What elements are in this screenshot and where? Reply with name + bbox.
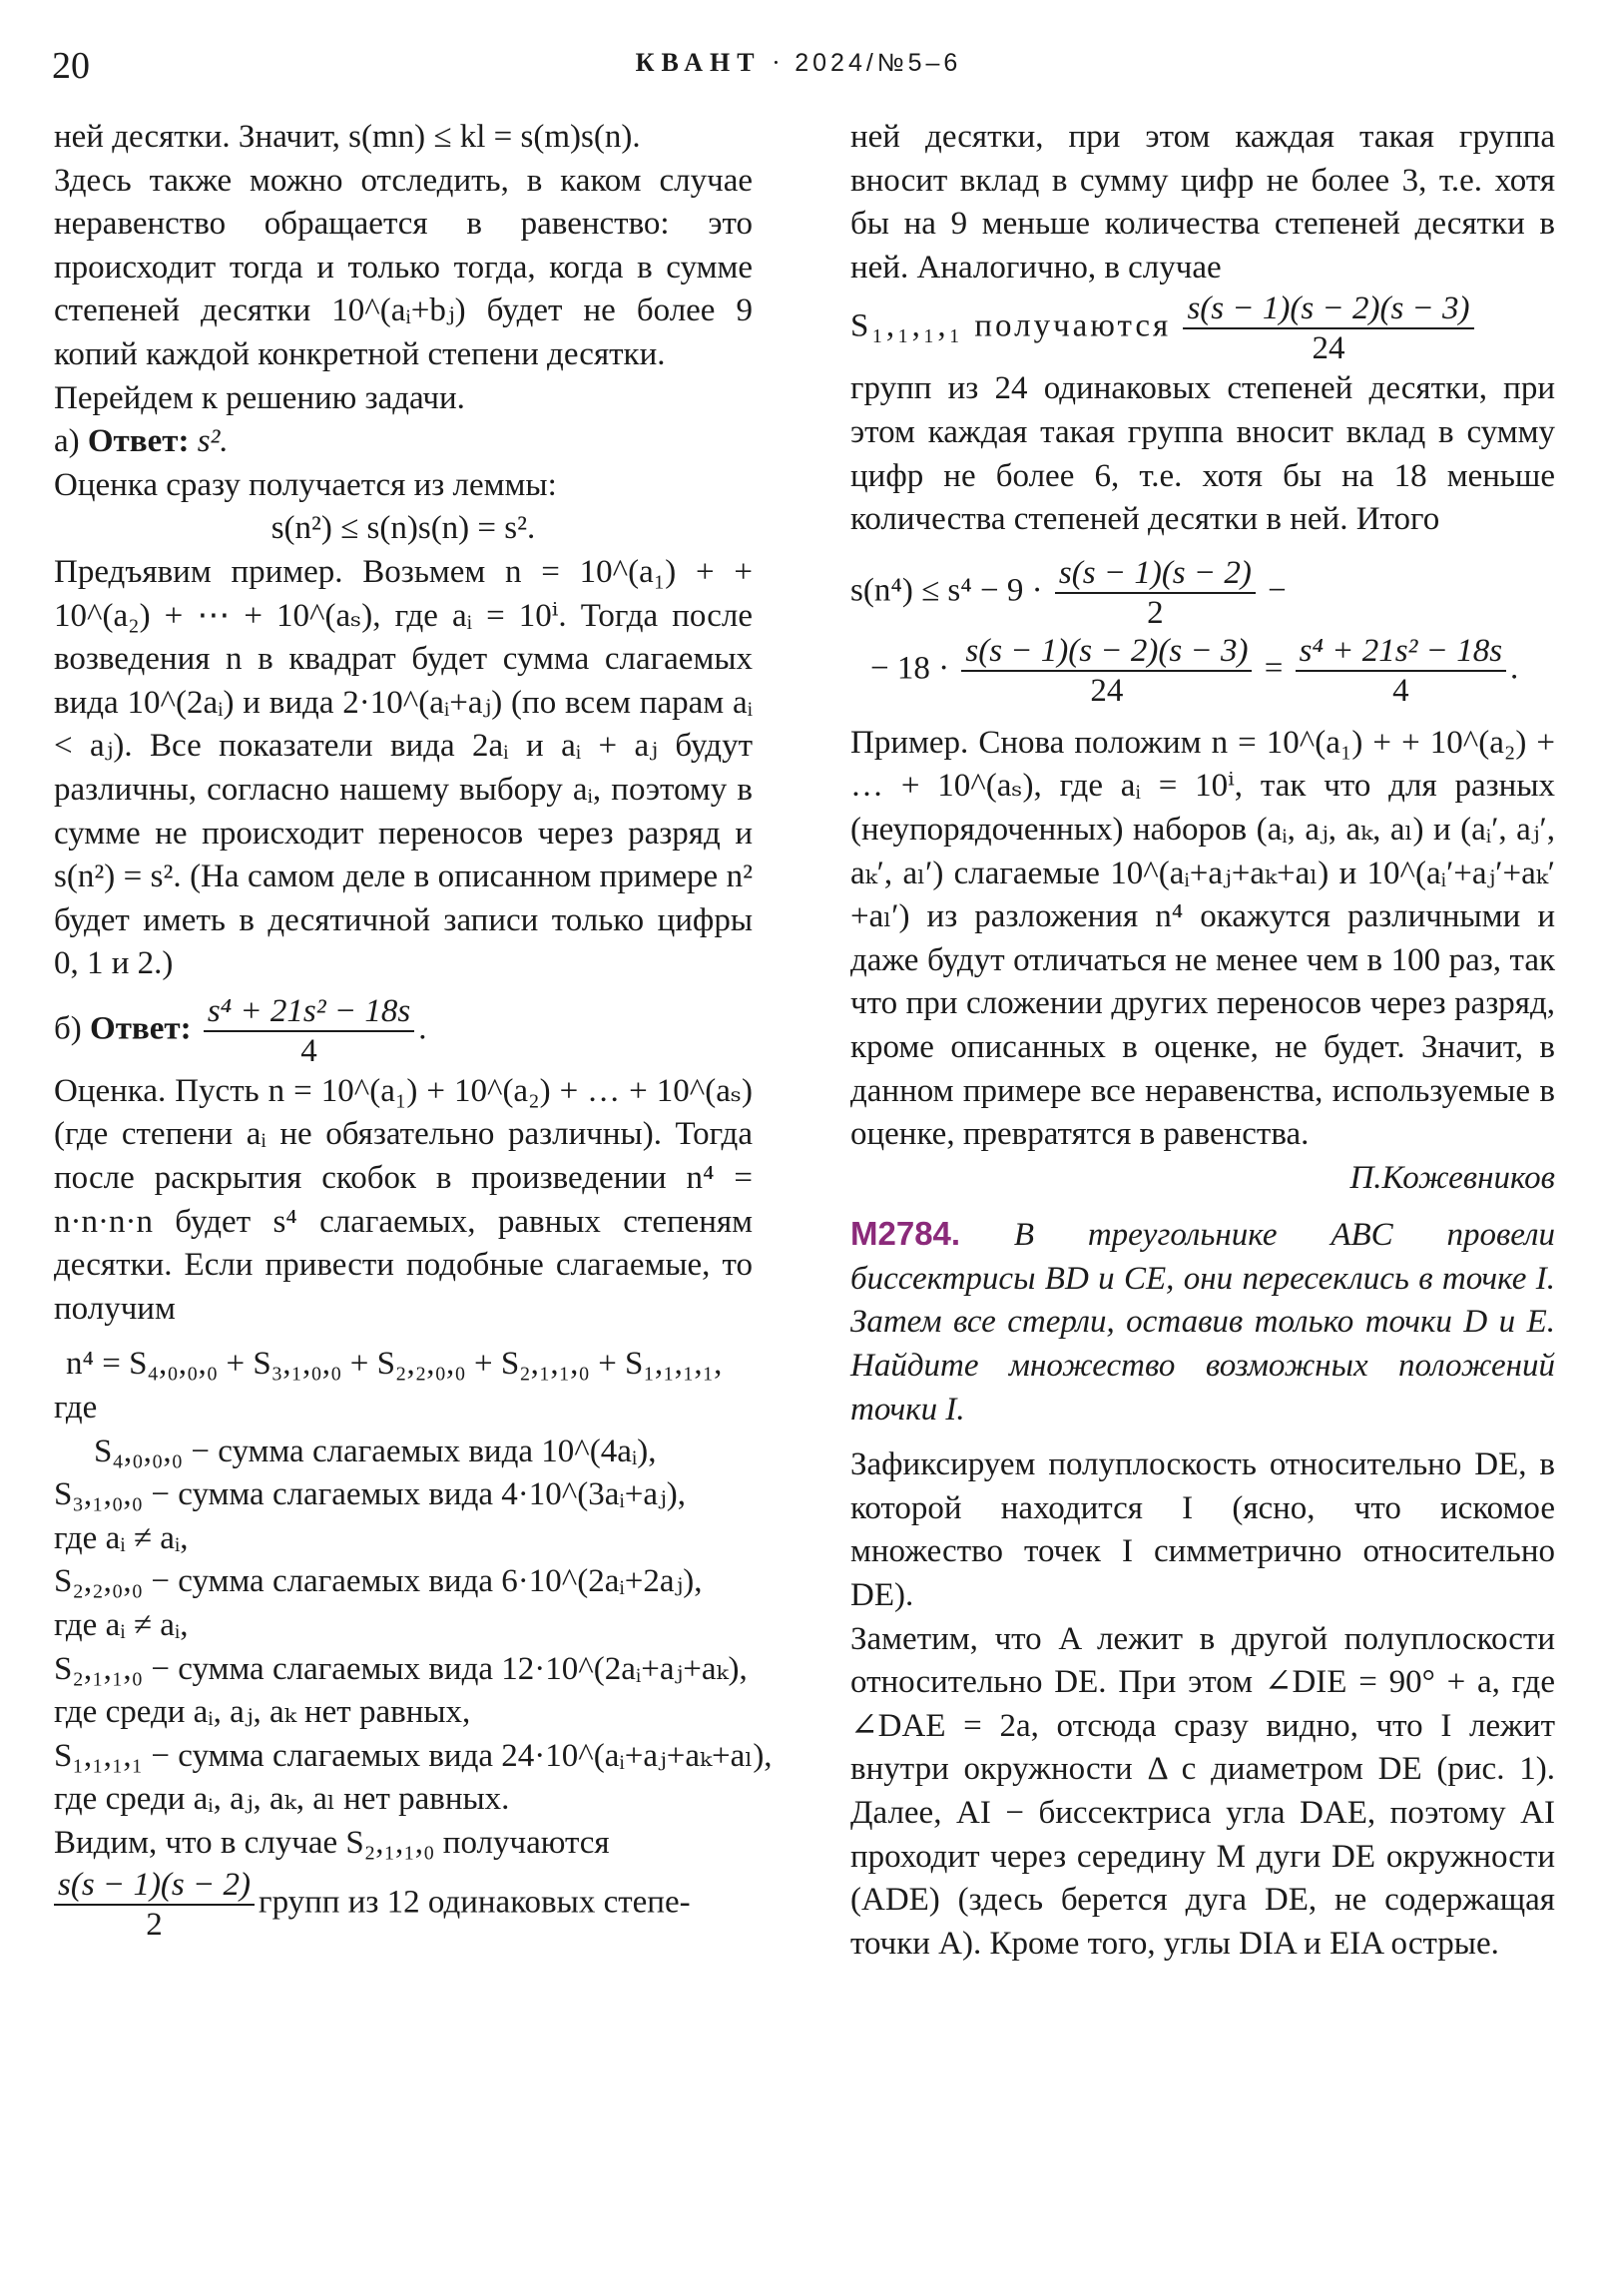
paragraph: ней десятки. Значит, s(mn) ≤ kl = s(m)s(n).	[54, 119, 641, 155]
paragraph: групп из 24 одинаковых степеней десятки, при этом каждая такая группа вносит вклад в сумму цифр не более 6, т.е. хотя бы на 18 меньше количества степеней десятки в ней. Итого	[850, 370, 1555, 538]
answer-b-label: б)	[54, 1010, 82, 1047]
paragraph	[850, 289, 1555, 367]
equation: s(n⁴) ≤ s⁴ − 9 · $\frac{s(s - 1)(s - 2)}{2}$ −	[850, 554, 1287, 631]
definition-line: S₁,₁,₁,₁ − сумма слагаемых вида 24·10^(aᵢ+aⱼ+aₖ+aₗ),	[54, 1737, 773, 1774]
fraction	[1183, 289, 1473, 367]
definition-line: где среди aᵢ, aⱼ, aₖ нет равных,	[54, 1694, 471, 1731]
fraction-numerator: s⁴ + 21s² − 18s	[1296, 632, 1506, 672]
paragraph-text: групп из 12 одинаковых степе-	[259, 1884, 691, 1921]
page-number: 20	[52, 45, 90, 87]
paragraph: Здесь также можно отследить, в каком случае неравенство обращается в равенство: это происходит тогда и только тогда, когда в сумме степеней десятки 10^(aᵢ+bⱼ) будет не более 9 копий каждой конкретной степени десятки.	[54, 162, 753, 372]
paragraph: Оценка. Пусть n = 10^(a₁) + 10^(a₂) + … + 10^(aₛ) (где степени aᵢ не обязательно различны). Тогда после раскрытия скобок в произведении n⁴ = n·n·n·n будет s⁴ слагаемых, равных степеням десятки. Если привести подобные слагаемые, то получим	[54, 1072, 753, 1327]
problem-statement	[850, 1212, 1555, 1432]
running-header	[0, 48, 1597, 78]
equation: − 18 · $\frac{s(s - 1)(s - 2)(s - 3)}{24}$ = $\frac{\text{s⁴ + 21s² − 18s}}{4}$ .	[870, 632, 1519, 709]
fraction	[1296, 632, 1506, 710]
fraction-numerator: s(s − 1)(s − 2)(s − 3)	[1183, 289, 1473, 329]
answer-label: Ответ:	[90, 1010, 192, 1047]
definition-line: где aᵢ ≠ aᵢ,	[54, 1607, 189, 1643]
header-separator: ·	[761, 48, 796, 77]
paragraph: Перейдем к решению задачи.	[54, 379, 465, 416]
answer-a-value: s².	[197, 423, 229, 460]
answer-a-label: а)	[54, 423, 80, 460]
equation: n⁴ = S₄,₀,₀,₀ + S₃,₁,₀,₀ + S₂,₂,₀,₀ + S₂,₁,₁,₀ + S₁,₁,₁,₁,	[66, 1346, 723, 1383]
definition-line: S₂,₁,₁,₀ − сумма слагаемых вида 12·10^(2aᵢ+aⱼ+aₖ),	[54, 1650, 748, 1687]
answer-b: б) Ответ: $\frac{\text{s⁴ + 21s² − 18s}}{4}$ .	[54, 992, 427, 1069]
right-column	[850, 116, 1555, 1966]
definition-line: S₃,₁,₀,₀ − сумма слагаемых вида 4·10^(3aᵢ+aⱼ),	[54, 1476, 686, 1513]
paragraph: ней десятки, при этом каждая такая группа вносит вклад в сумму цифр не более 3, т.е. хотя бы на 9 меньше количества степеней десятки в ней. Аналогично, в случае	[850, 119, 1555, 286]
journal-name: КВАНТ	[635, 48, 762, 77]
fraction-denominator: 24	[1312, 330, 1345, 367]
fraction	[961, 632, 1252, 710]
paragraph: где	[54, 1390, 98, 1427]
paragraph: Заметим, что A лежит в другой полуплоскости относительно DE. При этом ∠DIE = 90° + a, где ∠DAE = 2a, отсюда сразу видно, что I лежит внутри окружности Δ с диаметром DE (рис. 1). Далее, AI − биссектриса угла DAE, поэтому AI проходит через середину M дуги DE окружности (ADE) (здесь берется дуга DE, не содержащая точки A). Кроме того, углы DIA и EIA острые.	[850, 1620, 1555, 1962]
fraction	[1055, 554, 1256, 632]
fraction-numerator: s(s − 1)(s − 2)(s − 3)	[961, 632, 1252, 672]
fraction-denominator: 2	[146, 1906, 163, 1943]
fraction-numerator: s(s − 1)(s − 2)	[54, 1866, 255, 1906]
paragraph	[54, 1866, 753, 1944]
problem-number: М2784.	[850, 1215, 961, 1253]
equation-part: s(n⁴) ≤ s⁴ − 9 ·	[850, 572, 1043, 609]
definition-line: S₂,₂,₀,₀ − сумма слагаемых вида 6·10^(2aᵢ+2aⱼ),	[54, 1563, 703, 1600]
definition-line: S₄,₀,₀,₀ − сумма слагаемых вида 10^(4aᵢ),	[94, 1433, 657, 1469]
paragraph-text: S₁,₁,₁,₁ получаются	[850, 307, 1172, 344]
equation-part: − 18 ·	[870, 650, 950, 687]
issue-number: 2024/№5–6	[795, 49, 962, 77]
fraction-denominator: 4	[1392, 672, 1409, 709]
fraction-denominator: 24	[1090, 672, 1124, 709]
paragraph: Оценка сразу получается из леммы:	[54, 466, 557, 503]
answer-label: Ответ:	[87, 423, 190, 460]
fraction-numerator: s⁴ + 21s² − 18s	[204, 992, 414, 1032]
left-column	[54, 116, 773, 1944]
fraction-denominator: 2	[1147, 594, 1164, 631]
fraction	[204, 992, 414, 1070]
equation: s(n²) ≤ s(n)s(n) = s².	[270, 510, 536, 547]
definition-line: где среди aᵢ, aⱼ, aₖ, aₗ нет равных.	[54, 1781, 510, 1818]
paragraph: Пример. Снова положим n = 10^(a₁) + + 10^(a₂) + … + 10^(aₛ), где aᵢ = 10ⁱ, так что для разных (неупорядоченных) наборов (aᵢ, aⱼ, aₖ, aₗ) и (aᵢ′, aⱼ′, aₖ′, aₗ′) слагаемые 10^(aᵢ+aⱼ+aₖ+aₗ) и 10^(aᵢ′+aⱼ′+aₖ′+aₗ′) из разложения n⁴ окажутся различными и даже будут отличаться не менее чем в 100 раз, так что при сложении других переносов через разряд, кроме описанных в оценке, не будет. Значит, в данном примере все неравенства, используемые в оценке, превратятся в равенства.	[850, 724, 1555, 1153]
fraction-denominator: 4	[300, 1032, 317, 1069]
answer-a	[54, 420, 753, 464]
fraction	[54, 1866, 255, 1944]
paragraph: Видим, что в случае S₂,₁,₁,₀ получаются	[54, 1824, 610, 1861]
definition-line: где aᵢ ≠ aᵢ,	[54, 1519, 189, 1556]
problem-text: В треугольнике ABC провели биссектрисы BD и CE, они пересеклись в точке I. Затем все стерли, оставив только точки D и E. Найдите множество возможных положений точки I.	[850, 1217, 1555, 1428]
paragraph: Зафиксируем полуплоскость относительно DE, в которой находится I (ясно, что искомое множество точек I симметрично относительно DE).	[850, 1446, 1555, 1614]
paragraph: Предъявим пример. Возьмем n = 10^(a₁) + + 10^(a₂) + ⋯ + 10^(aₛ), где aᵢ = 10ⁱ. Тогда после возведения n в квадрат будет сумма слагаемых вида 10^(2aᵢ) и вида 2·10^(aᵢ+aⱼ) (по всем парам aᵢ < aⱼ). Все показатели вида 2aᵢ и aᵢ + aⱼ будут различны, согласно нашему выбору aᵢ, поэтому в сумме не происходит переносов через разряд и s(n²) = s². (На самом деле в описанном примере n² будет иметь в десятичной записи только цифры 0, 1 и 2.)	[54, 553, 753, 982]
fraction-numerator: s(s − 1)(s − 2)	[1055, 554, 1256, 594]
author-signature: П.Кожевников	[1349, 1159, 1555, 1196]
